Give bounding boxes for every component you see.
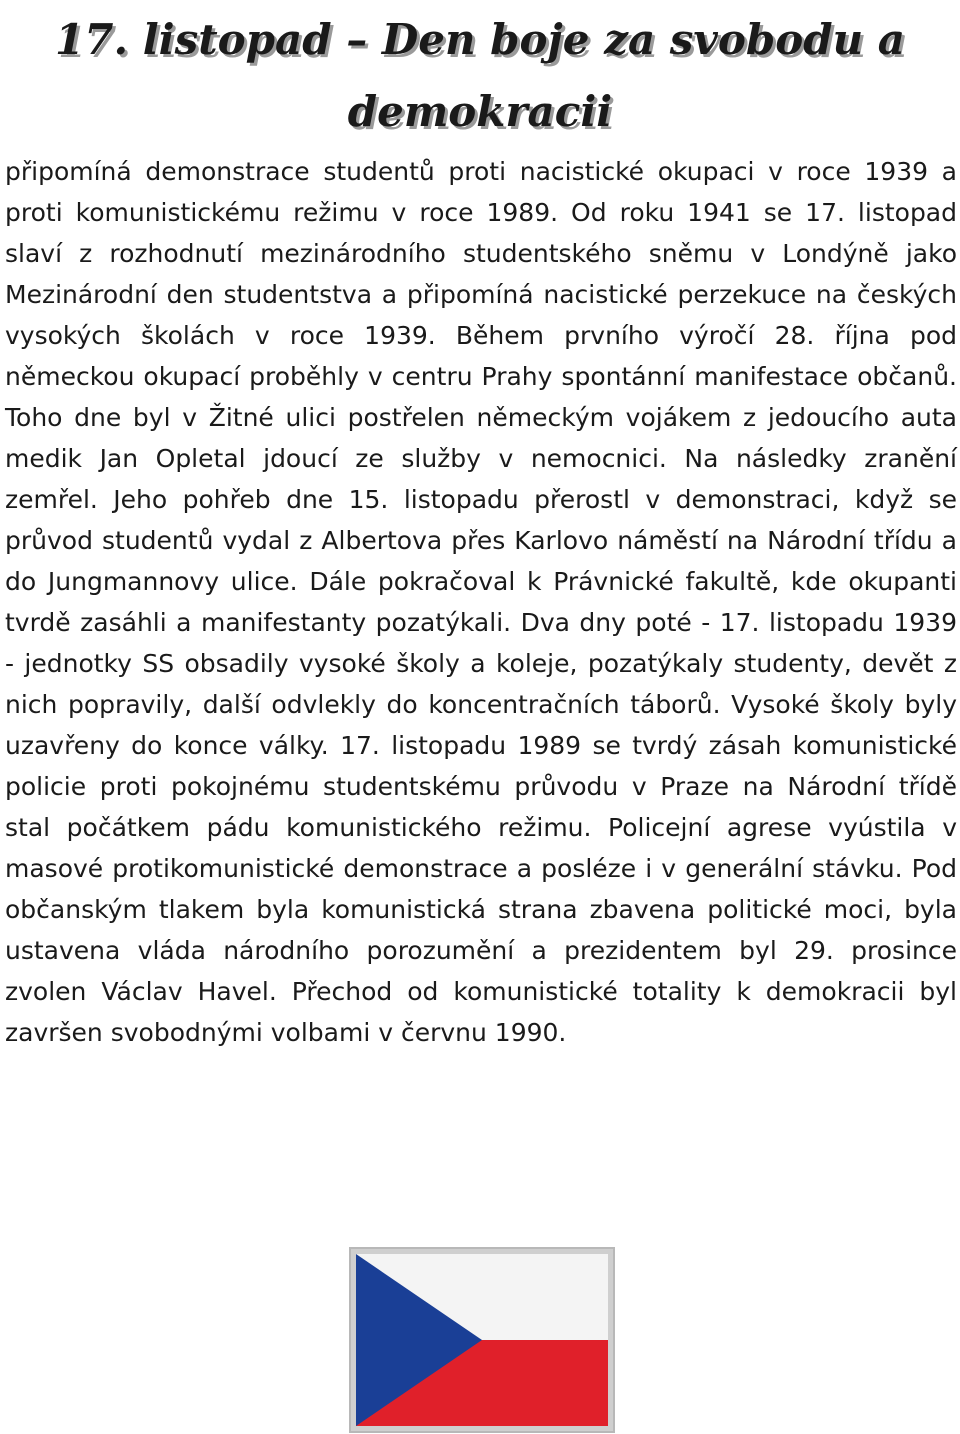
flag-image	[349, 1247, 615, 1433]
body-paragraph: připomíná demonstrace studentů proti nacistické okupaci v roce 1939 a proti komunistickému režimu v roce 1989. Od roku 1941 se 17. listopad slaví z rozhodnutí mezinárodního studentského sněmu v Londýně jako Mezinárodní den studentstva a připomíná nacistické perzekuce na českých vysokých školách v roce 1939. Během prvního výročí 28. října pod německou okupací proběhly v centru Prahy spontánní manifestace občanů. Toho dne byl v Žitné ulici postřelen německým vojákem z jedoucího auta medik Jan Opletal jdoucí ze služby v nemocnici. Na následky zranění zemřel. Jeho pohřeb dne 15. listopadu přerostl v demonstraci, když se průvod studentů vydal z Albertova přes Karlovo náměstí na Národní třídu a do Jungmannovy ulice. Dále pokračoval k Právnické fakultě, kde okupanti tvrdě zasáhli a manifestanty pozatýkali. Dva dny poté - 17. listopadu 1939 - jednotky SS obsadily vysoké školy a koleje, pozatýkaly studenty, devět z nich popravily, další odvlekly do koncentračních táborů. Vysoké školy byly uzavřeny do konce války. 17. listopadu 1989 se tvrdý zásah komunistické policie proti pokojnému studentskému průvodu v Praze na Národní třídě stal počátkem pádu komunistického režimu. Policejní agrese vyústila v masové protikomunistické demonstrace a posléze i v generální stávku. Pod občanským tlakem byla komunistická strana zbavena politické moci, byla ustavena vláda národního porozumění a prezidentem byl 29. prosince zvolen Václav Havel. Přechod od komunistické totality k demokracii byl završen svobodnými volbami v červnu 1990.	[5, 157, 957, 1047]
czech-flag-icon	[356, 1254, 608, 1426]
page-title: 17. listopad – Den boje za svobodu a demokracii	[55, 15, 905, 136]
